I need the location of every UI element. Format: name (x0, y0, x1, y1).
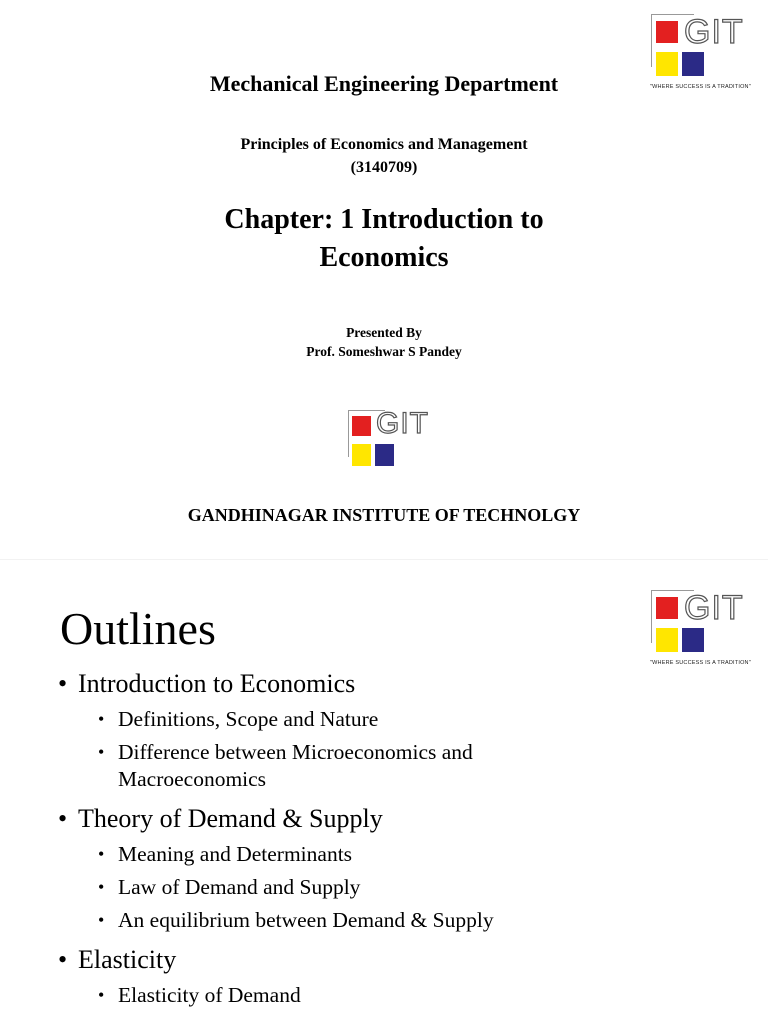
subtopic-item (98, 739, 558, 793)
subtopic-item (98, 982, 748, 1009)
red-square (656, 21, 678, 43)
presented-by-label: Presented By (346, 325, 422, 340)
subtopic-label: Definitions, Scope and Nature (118, 707, 379, 731)
department-heading: Mechanical Engineering Department (209, 71, 559, 96)
presenter-name: Prof. Someshwar S Pandey (306, 344, 462, 359)
logo-letters: GIT (684, 589, 744, 627)
git-logo-outline (648, 588, 752, 668)
bullet-icon: • (58, 669, 68, 698)
topic-label: Theory of Demand & Supply (78, 804, 383, 833)
red-square (656, 597, 678, 619)
bullet-icon: • (98, 877, 105, 897)
topic-label: Elasticity (78, 945, 177, 974)
bullet-icon: • (98, 844, 105, 864)
chapter-title-line2: Economics (319, 242, 449, 273)
git-logo-center (346, 408, 430, 474)
subtopic-item (98, 874, 748, 901)
institute-name: GANDHINAGAR INSTITUTE OF TECHNOLGY (187, 505, 581, 525)
topic-item (58, 944, 748, 976)
chapter-title-line1: Chapter: 1 Introduction to (224, 204, 544, 235)
subtopic-label: Meaning and Determinants (118, 842, 353, 866)
logo-letters: GIT (684, 13, 744, 51)
topic-label: Introduction to Economics (78, 669, 356, 698)
bullet-icon: • (98, 910, 105, 930)
course-code: (3140709) (350, 159, 418, 176)
bullet-icon: • (58, 945, 68, 974)
subtopic-label: Difference between Microeconomics and Macroeconomics (118, 740, 473, 791)
yellow-square (352, 444, 371, 466)
subtopic-item (98, 907, 748, 934)
bullet-icon: • (98, 985, 105, 1005)
navy-square (682, 628, 704, 652)
slide-title: Outlines (60, 603, 216, 654)
topic-item (58, 803, 748, 835)
logo-letters: GIT (376, 407, 429, 440)
course-title: Principles of Economics and Management (240, 136, 528, 153)
subtopic-label: An equilibrium between Demand & Supply (118, 908, 494, 932)
navy-square (375, 444, 394, 466)
topic-item (58, 668, 748, 700)
bullet-icon: • (98, 709, 105, 729)
bullet-icon: • (98, 742, 105, 762)
red-square (352, 416, 371, 436)
subtopic-item (98, 841, 748, 868)
subtopic-label: Elasticity of Demand (118, 983, 301, 1007)
subtopic-label: Law of Demand and Supply (118, 875, 361, 899)
outline-slide (0, 560, 768, 1024)
bullet-icon: • (58, 804, 68, 833)
logo-tagline: "WHERE SUCCESS IS A TRADITION" (650, 84, 751, 90)
logo-tagline: "WHERE SUCCESS IS A TRADITION" (650, 660, 751, 666)
subtopic-item (98, 706, 748, 733)
yellow-square (656, 628, 678, 652)
outline-list (58, 668, 748, 1015)
